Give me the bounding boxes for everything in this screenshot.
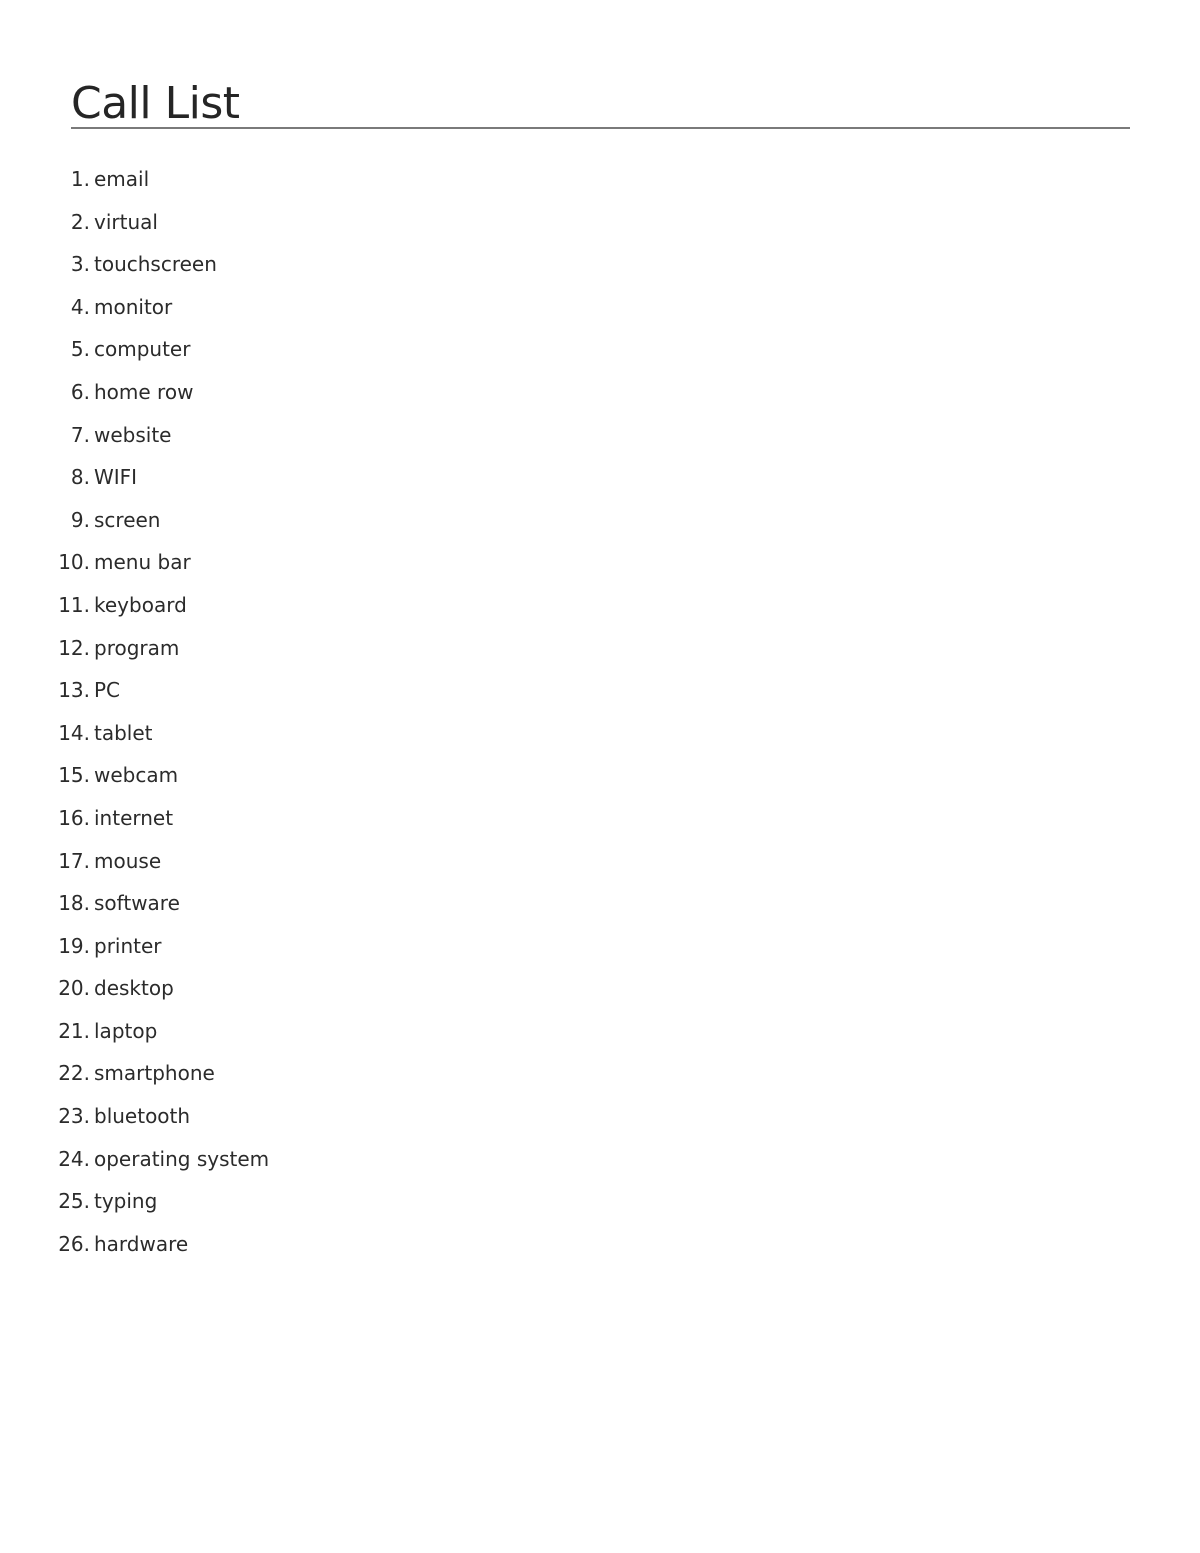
list-item — [40, 1010, 269, 1053]
list-item — [40, 967, 269, 1010]
list-item — [40, 1052, 269, 1095]
item-number: 12. — [58, 635, 90, 660]
item-number: 4. — [70, 294, 90, 319]
item-number: 24. — [58, 1146, 90, 1171]
item-number: 5. — [70, 337, 90, 362]
item-word: WIFI — [94, 465, 138, 490]
item-word: mouse — [94, 848, 162, 873]
item-word: monitor — [94, 294, 173, 319]
item-word: virtual — [94, 209, 158, 234]
page-title: Call List — [71, 78, 240, 129]
item-word: screen — [94, 507, 161, 532]
item-number: 1. — [70, 167, 90, 191]
list-item — [40, 414, 269, 457]
item-word: PC — [94, 678, 121, 703]
list-item — [40, 456, 269, 499]
item-number: 17. — [58, 848, 90, 873]
item-number: 18. — [58, 891, 90, 916]
item-word: tablet — [94, 720, 153, 745]
list-item — [40, 797, 269, 840]
list-item — [40, 371, 269, 414]
item-word: keyboard — [94, 592, 187, 617]
item-word: typing — [94, 1189, 158, 1214]
item-word: laptop — [94, 1018, 158, 1043]
item-word: home row — [94, 379, 194, 404]
item-word: printer — [94, 933, 162, 958]
list-item — [40, 201, 269, 244]
item-word: menu bar — [94, 550, 191, 575]
item-number: 22. — [58, 1061, 90, 1086]
item-word: computer — [94, 337, 191, 362]
item-number: 7. — [70, 422, 90, 447]
item-number: 2. — [70, 209, 90, 234]
list-item — [40, 243, 269, 286]
call-list — [40, 158, 269, 1265]
list-item — [40, 1223, 269, 1266]
item-number: 26. — [58, 1231, 90, 1256]
item-word: program — [94, 635, 180, 660]
list-item — [40, 1180, 269, 1223]
list-item — [40, 1138, 269, 1181]
list-item — [40, 882, 269, 925]
item-number: 20. — [58, 976, 90, 1001]
list-item — [40, 286, 269, 329]
list-item — [40, 328, 269, 371]
item-number: 8. — [70, 465, 90, 490]
list-item — [40, 627, 269, 670]
item-number: 3. — [70, 252, 90, 277]
list-item — [40, 840, 269, 883]
item-number: 15. — [58, 763, 90, 788]
list-item — [40, 1095, 269, 1138]
item-number: 25. — [58, 1189, 90, 1214]
list-item — [40, 158, 269, 201]
item-word: email — [94, 167, 150, 191]
item-number: 14. — [58, 720, 90, 745]
item-word: software — [94, 891, 180, 916]
item-number: 9. — [70, 507, 90, 532]
item-number: 23. — [58, 1104, 90, 1129]
item-word: website — [94, 422, 172, 447]
item-number: 11. — [58, 592, 90, 617]
item-number: 10. — [58, 550, 90, 575]
item-word: bluetooth — [94, 1104, 191, 1129]
item-number: 21. — [58, 1018, 90, 1043]
page-header — [71, 70, 1130, 129]
list-item — [40, 499, 269, 542]
list-item — [40, 925, 269, 968]
item-word: operating system — [94, 1146, 270, 1171]
item-word: hardware — [94, 1231, 189, 1256]
list-item — [40, 584, 269, 627]
list-item — [40, 754, 269, 797]
item-word: touchscreen — [94, 252, 217, 277]
item-number: 6. — [70, 379, 90, 404]
list-item — [40, 712, 269, 755]
item-word: webcam — [94, 763, 179, 788]
list-item — [40, 541, 269, 584]
list-item — [40, 669, 269, 712]
item-word: smartphone — [94, 1061, 215, 1086]
item-word: desktop — [94, 976, 174, 1001]
item-number: 19. — [58, 933, 90, 958]
item-number: 16. — [58, 805, 90, 830]
item-number: 13. — [58, 678, 90, 703]
item-word: internet — [94, 805, 174, 830]
